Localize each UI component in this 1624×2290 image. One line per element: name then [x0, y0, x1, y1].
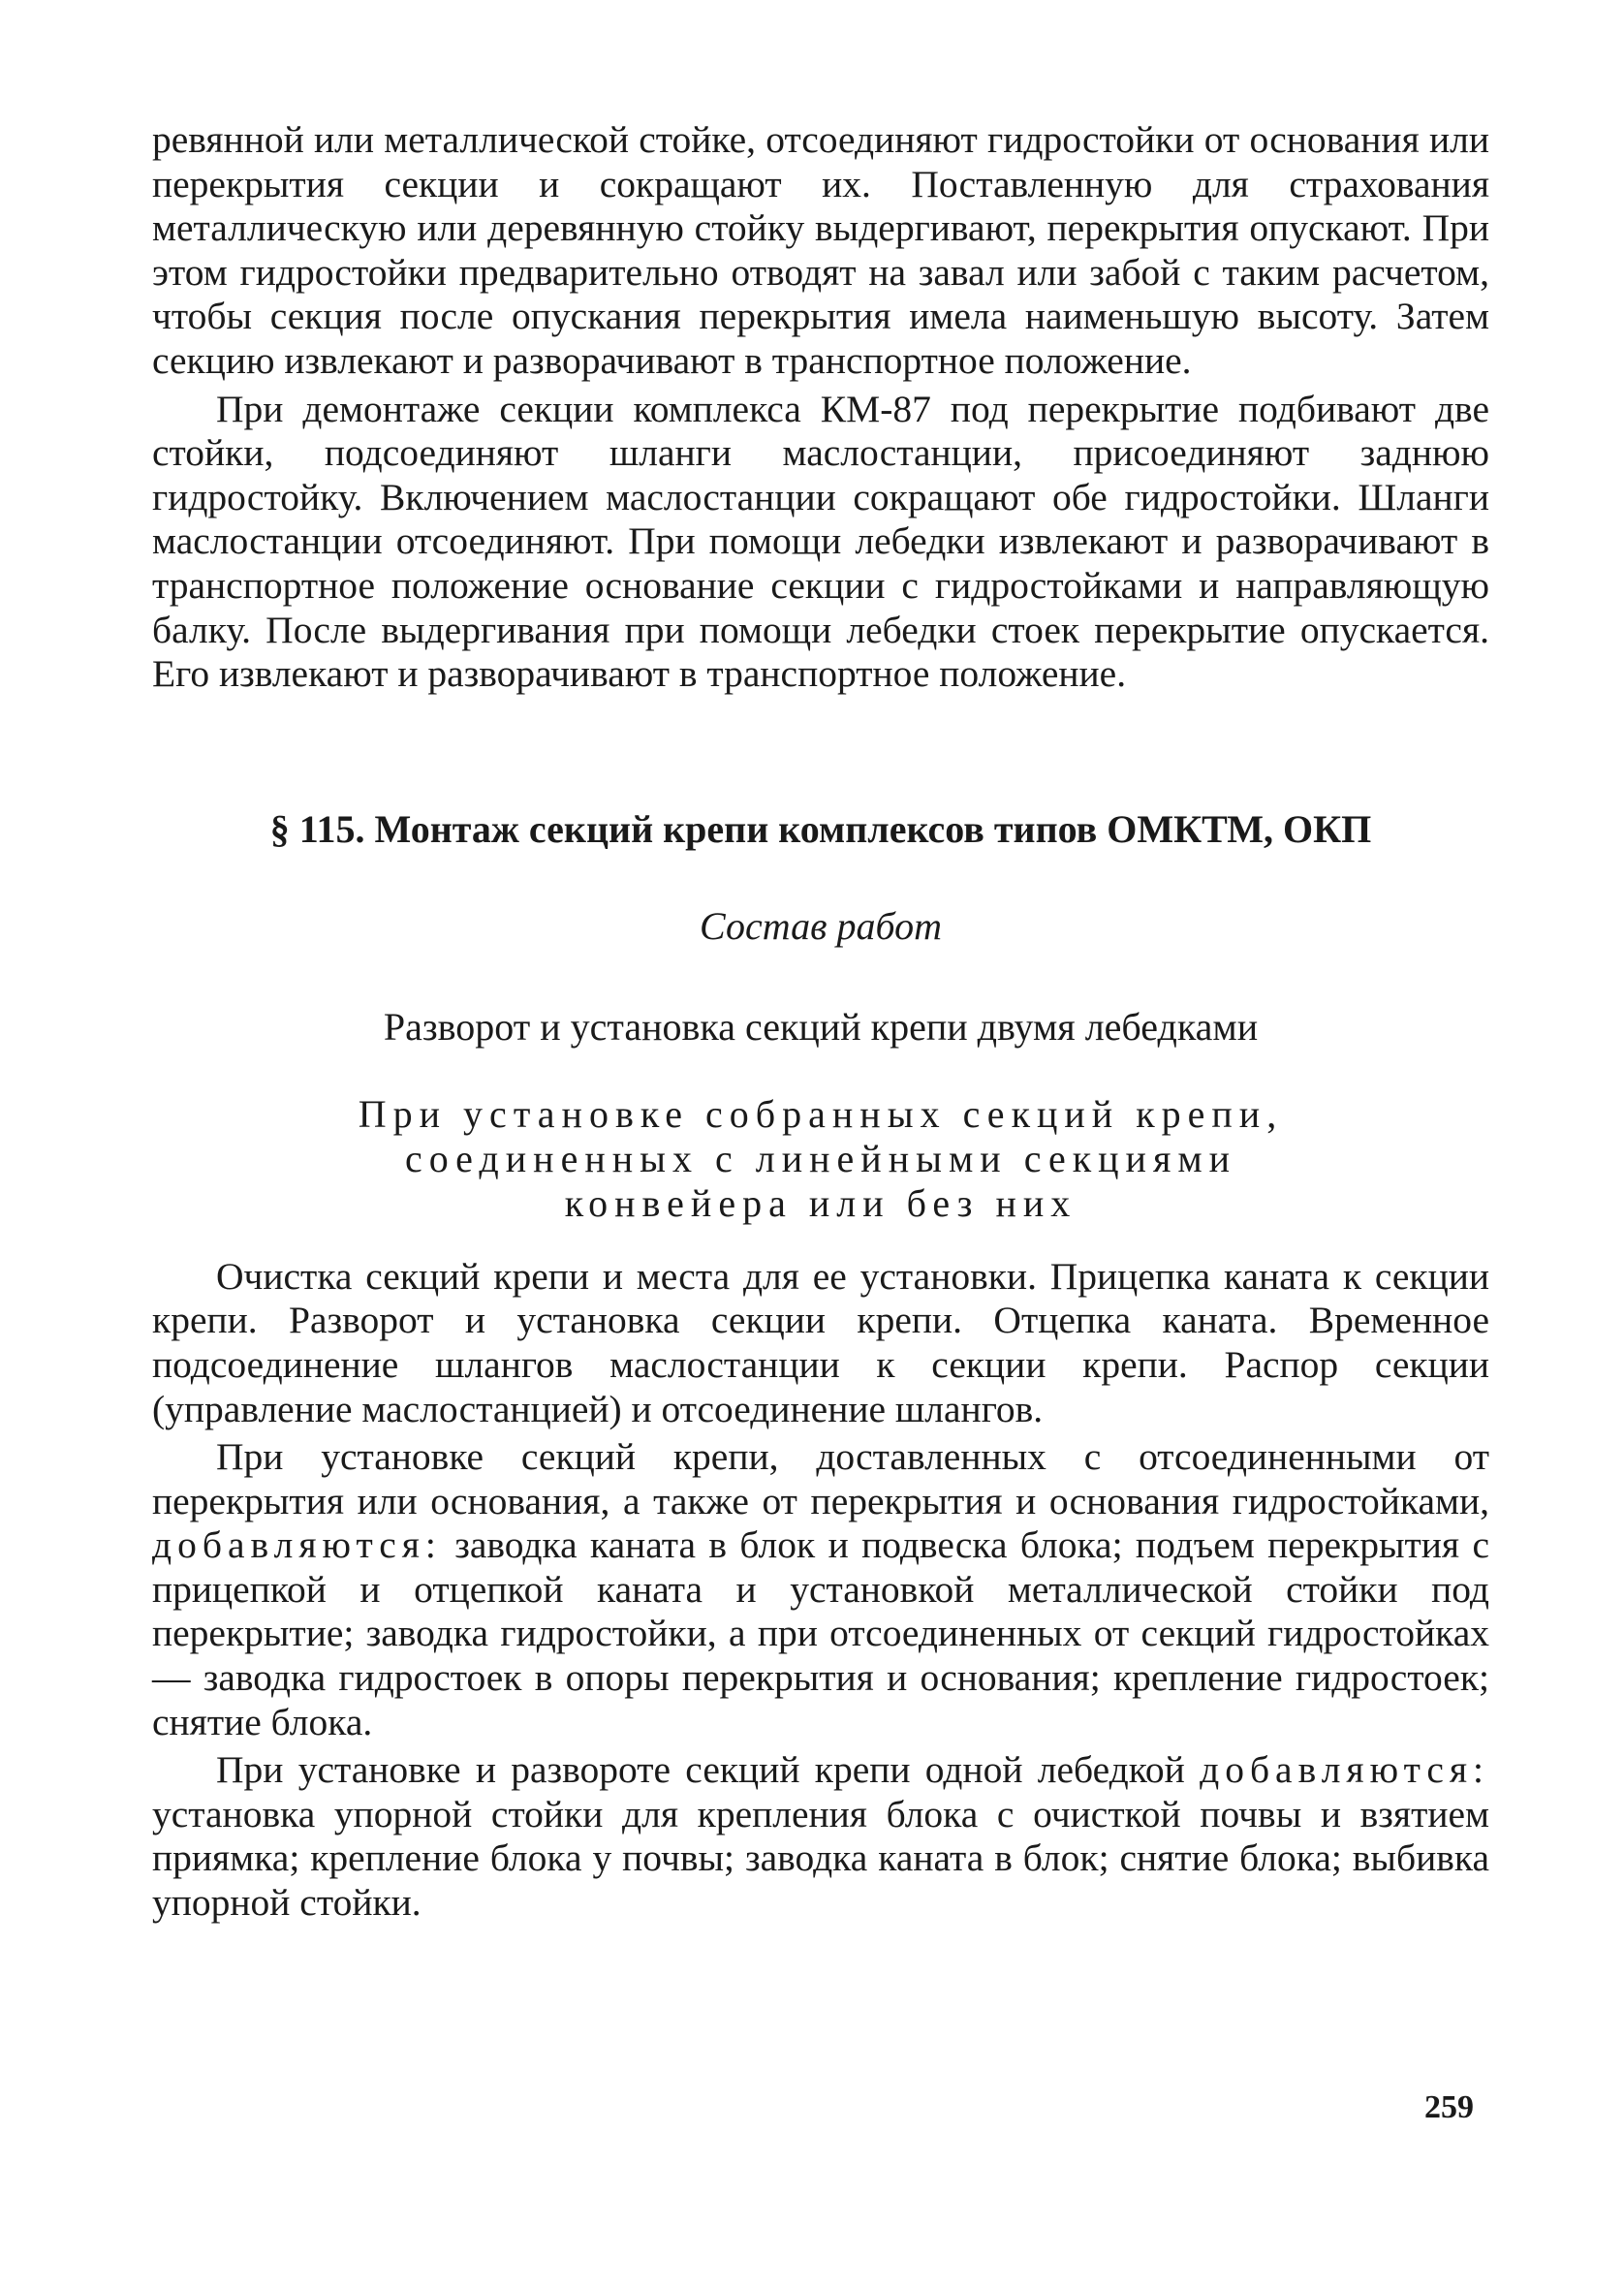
work-description: [152, 1255, 1489, 1926]
paragraph-demolition-continued: ревянной или металлической стойке, отсоединяют гидростойки от основания или перекрытия секции и сокращают их. Поставленную для страхования металлическую или деревянную стойку выдергивают, перекрытия опускают. При этом гидростойки предварительно отводят на завал или забой с таким расчетом, чтобы секция после опускания перекрытия имела наименьшую высоту. Затем секцию извлекают и разворачивают в транспортное положение.: [152, 118, 1489, 382]
text-segment: При установке и развороте секций крепи одной лебедкой: [216, 1748, 1185, 1792]
page-number: 259: [1424, 2089, 1474, 2125]
paragraph-single-winch: [152, 1748, 1489, 1925]
emphasis-added: добавляются:: [152, 1523, 442, 1567]
emphasis-added: добавляются:: [1200, 1748, 1490, 1792]
work-subheading: Разворот и установка секций крепи двумя лебедками: [383, 1004, 1259, 1049]
text-segment: При установке секций крепи, доставленных с отсоединенными от перекрытия или основания, а также от перекрытия и основания гидростойками,: [152, 1435, 1489, 1522]
spaced-heading-line: При установке собранных секций крепи,: [358, 1091, 1284, 1136]
text-segment: заводка каната в блок и подвеска блока; подъем перекрытия с прицепкой и отцепкой каната и установкой металлической стойки под перекрытие; заводка гидростойки, а при отсоединенных от секций гидростойках — заводка гидростоек в опоры перекрытия и основания; крепление гидростоек; снятие блока.: [152, 1523, 1490, 1743]
spaced-heading-line: соединенных с линейными секциями: [404, 1136, 1237, 1180]
section-title: § 115. Монтаж секций крепи комплексов типов ОМКТМ, ОКП: [269, 806, 1372, 851]
spaced-heading-line: конвейера или без них: [564, 1180, 1077, 1225]
paragraph-disconnected-supports: [152, 1435, 1489, 1744]
spaced-heading: [152, 1092, 1489, 1226]
paragraph-work-list: Очистка секций крепи и места для ее установки. Прицепка каната к секции крепи. Разворот и установка секции крепи. Отцепка каната. Временное подсоединение шлангов маслостанции к секции крепи. Распор секции (управление маслостанцией) и отсоединение шлангов.: [152, 1254, 1489, 1430]
paragraph-km87-dismantling: При демонтаже секции комплекса КМ-87 под перекрытие подбивают две стойки, подсоединяют шланги маслостанции, присоединяют заднюю гидростойку. Включением маслостанции сокращают обе гидростойки. Шланги маслостанции отсоединяют. При помощи лебедки извлекают и разворачивают в транспортное положение основание секции с гидростойками и направляющую балку. После выдергивания при помощи лебедки стоек перекрытие опускается. Его извлекают и разворачивают в транспортное положение.: [152, 387, 1489, 696]
text-segment: установка упорной стойки для крепления блока с очисткой почвы и взятием приямка; крепление блока у почвы; заводка каната в блок; снятие блока; выбивка упорной стойки.: [152, 1792, 1489, 1925]
page-content: [152, 118, 1489, 1926]
section-subtitle: Состав работ: [700, 903, 942, 948]
